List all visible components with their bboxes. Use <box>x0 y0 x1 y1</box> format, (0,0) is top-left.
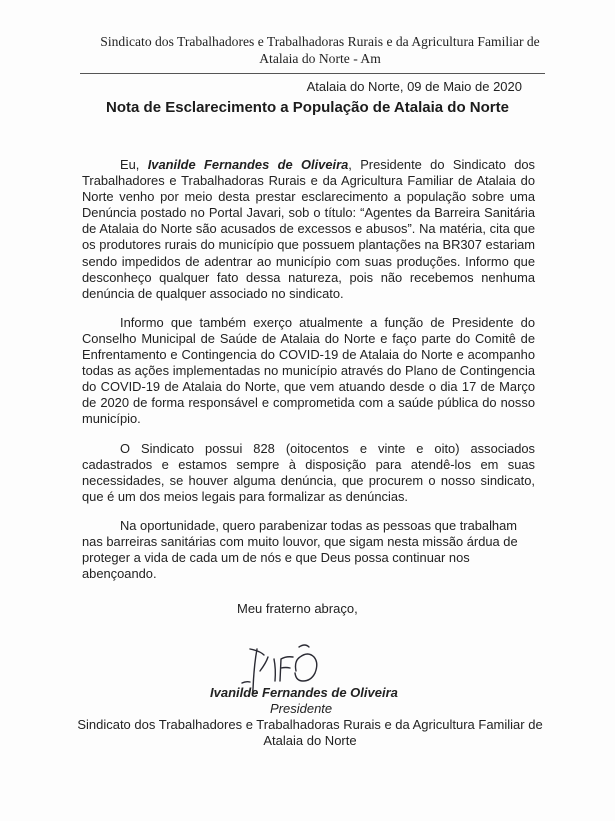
signer-name: Ivanilde Fernandes de Oliveira <box>210 685 398 700</box>
paragraph-1-rest: , Presidente do Sindicato dos Trabalhadores e Trabalhadoras Rurais e da Agricultura Familiar de Atalaia do Norte venho por meio desta prestar esclarecimento a população sobre uma Denúncia postado no Portal Javari, sob o título: “Agentes da Barreira Sanitária de Atalaia do Norte são acusados de excessos e abusos”. Na matéria, cita que os produtores rurais do município que possuem plantações na BR307 estariam sendo impedidos de adentrar ao município com suas produções. Informo que desconheço qualquer fato dessa natureza, pois não recebemos nenhuma denúncia de qualquer associado no sindicato. <box>82 157 535 301</box>
paragraph-1-intro: Eu, <box>120 157 148 172</box>
document-title: Nota de Esclarecimento a População de Atalaia do Norte <box>106 99 509 116</box>
paragraph-1 <box>82 157 535 302</box>
signer-organization: Sindicato dos Trabalhadores e Trabalhadoras Rurais e da Agricultura Familiar de Atalaia do Norte <box>77 717 543 748</box>
paragraph-4: Na oportunidade, quero parabenizar todas as pessoas que trabalham nas barreiras sanitárias com muito louvor, que sigam nesta missão árdua de proteger a vida de cada um de nós e que Deus possa continuar nos abençoando. <box>82 517 518 582</box>
signer-role: Presidente <box>270 701 333 716</box>
letterhead-line-1: Sindicato dos Trabalhadores e Trabalhadoras Rurais e da Agricultura Familiar de <box>100 34 540 49</box>
date-line: Atalaia do Norte, 09 de Maio de 2020 <box>306 79 522 94</box>
paragraph-3: O Sindicato possui 828 (oitocentos e vinte e oito) associados cadastrados e estamos sempre à disposição para atendê-los em suas necessidades, se houver alguma denúncia, que procurem o nosso sindicato, que é um dos meios legais para formalizar as denúncias. <box>82 440 535 504</box>
paragraph-1-signer-name: Ivanilde Fernandes de Oliveira <box>147 157 349 172</box>
paragraph-2: Informo que também exerço atualmente a função de Presidente do Conselho Municipal de Saúde de Atalaia do Norte e faço parte do Comitê de Enfrentamento e Contingencia do COVID-19 de Atalaia do Norte e acompanho todas as ações implementadas no município através do Plano de Contingencia do COVID-19 de Atalaia do Norte, que vem atuando desde o dia 17 de Março de 2020 de forma responsável e comprometida com a saúde pública do nosso município. <box>82 314 535 427</box>
letterhead-line-2: Atalaia do Norte - Am <box>259 51 381 66</box>
letterhead <box>70 33 570 67</box>
header-divider <box>80 73 545 74</box>
letter-body <box>82 157 535 595</box>
closing-salutation: Meu fraterno abraço, <box>237 601 358 616</box>
